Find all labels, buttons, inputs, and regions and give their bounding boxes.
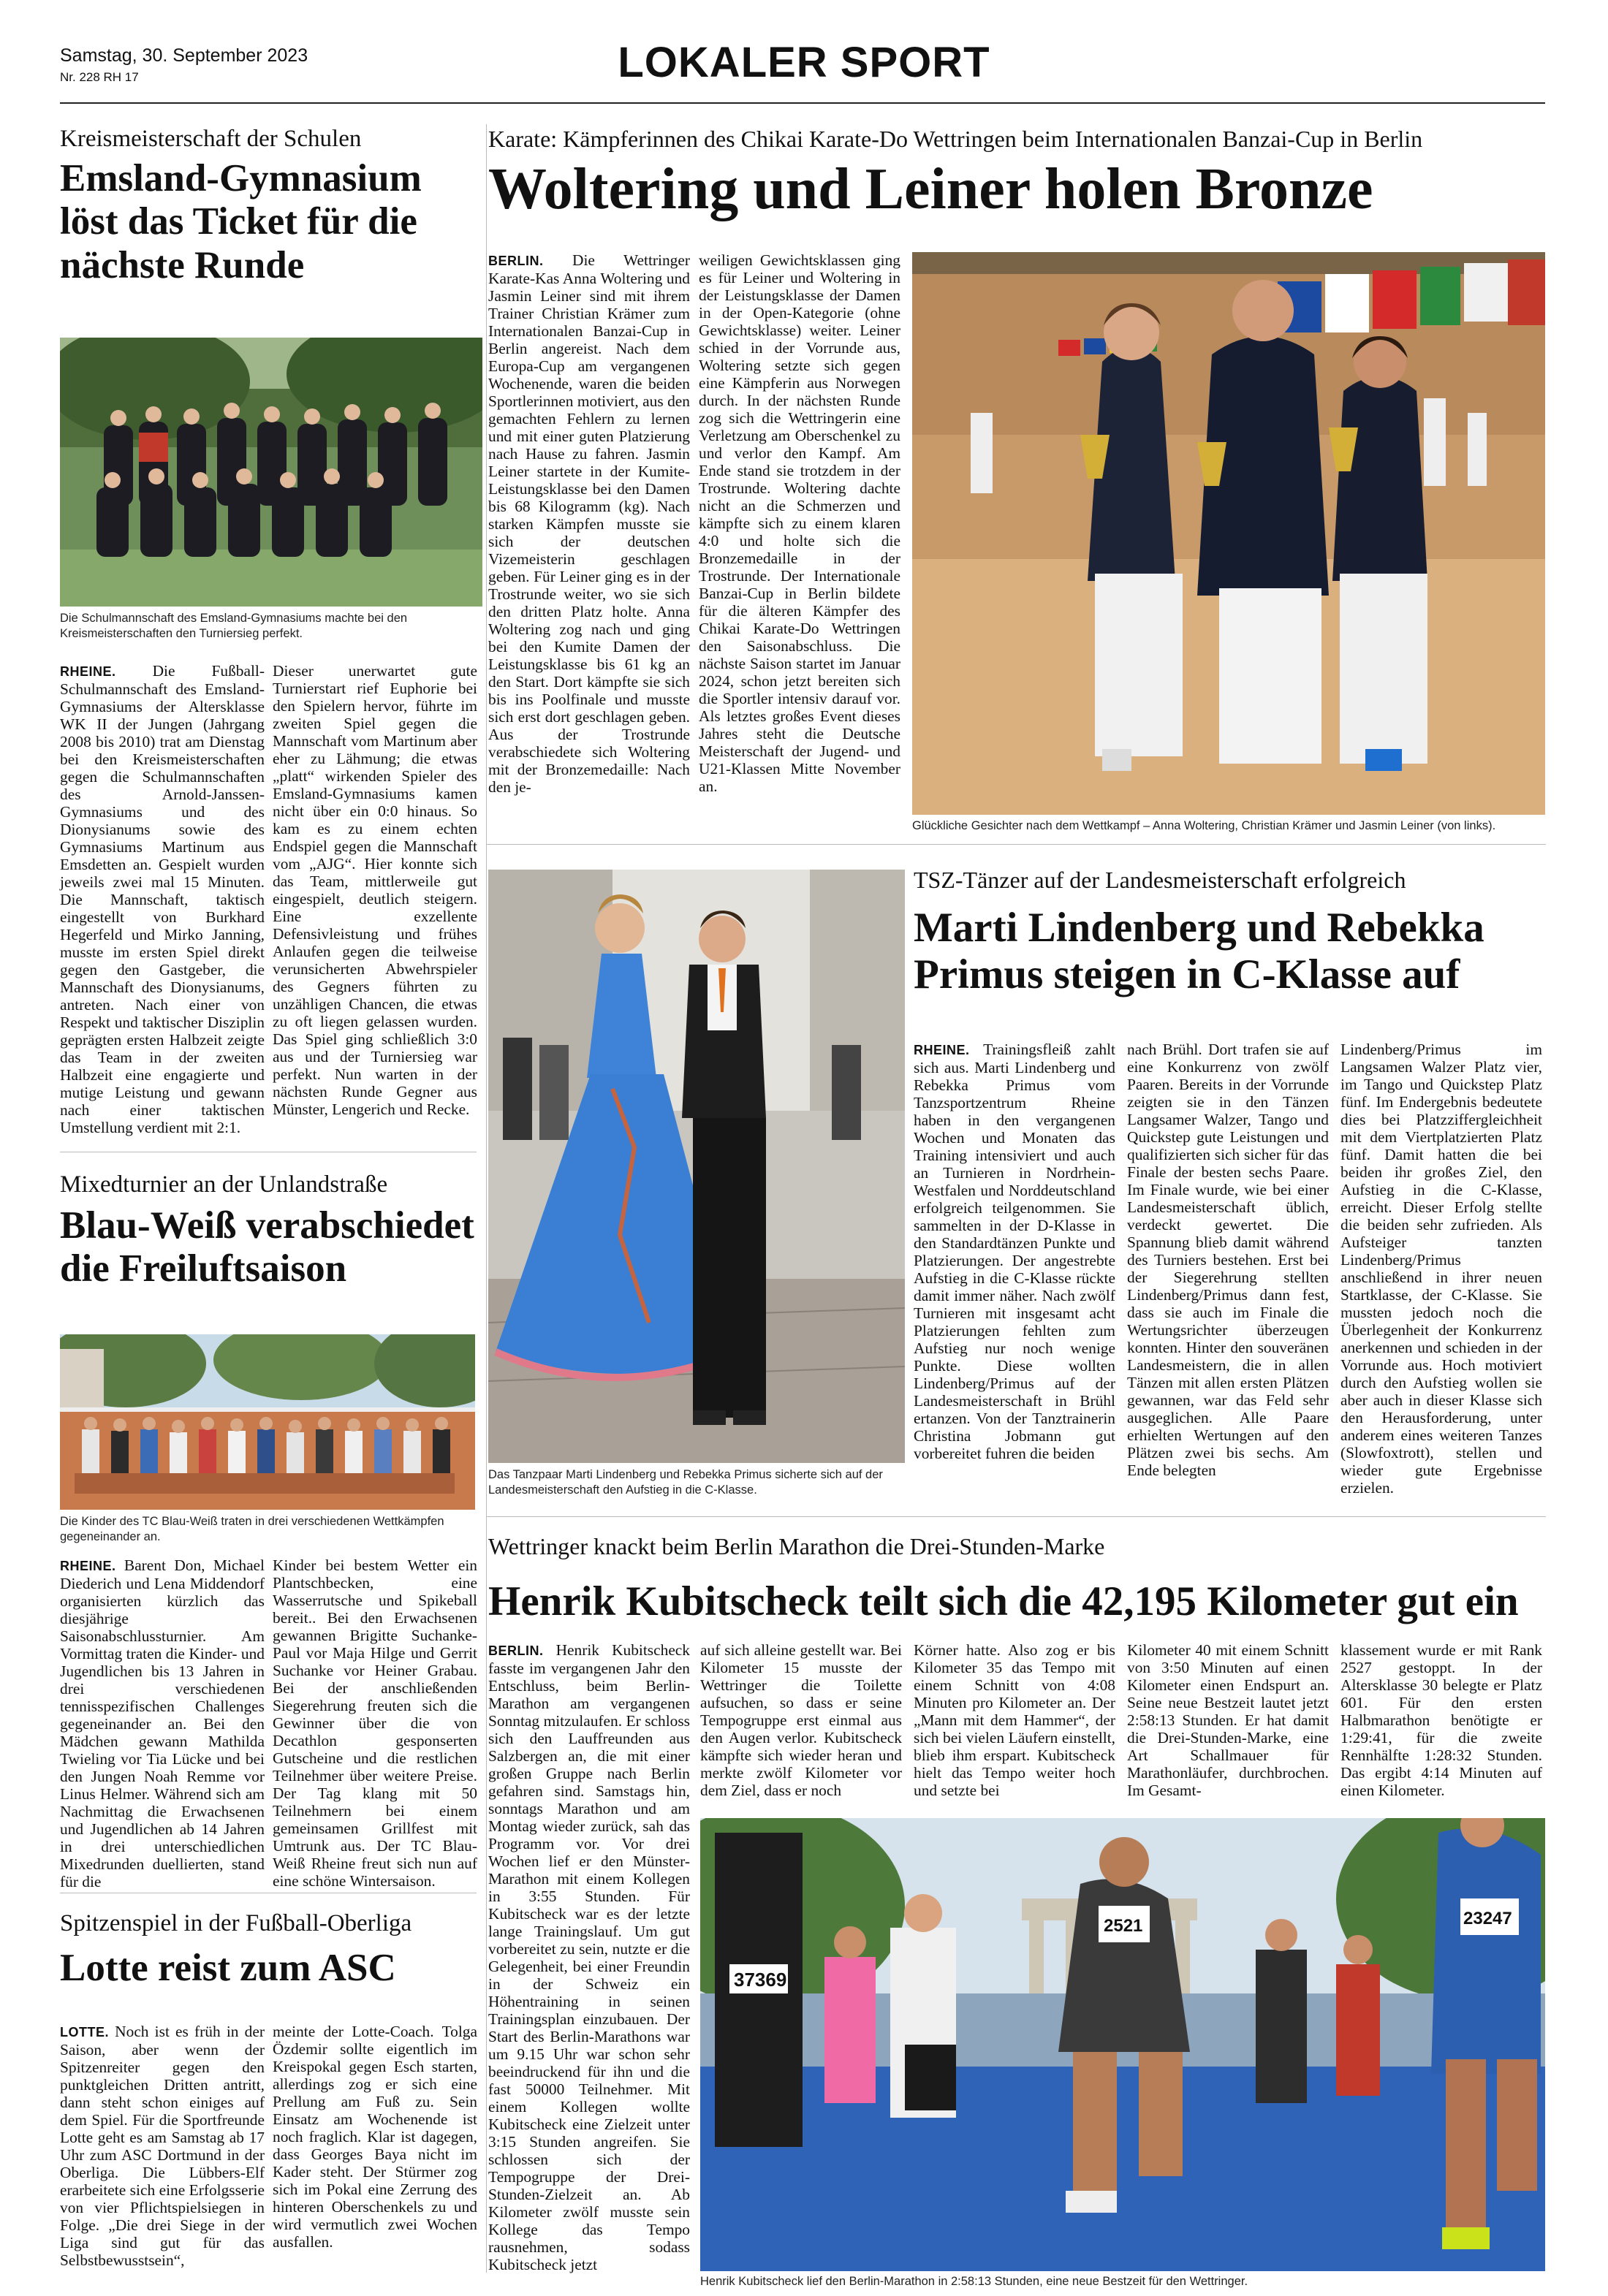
a1-body-col2: Dieser unerwartet gute Turnierstart rief Euphorie bei den Spielern hervor, führte im zweiten Spiel gegen die Mannschaft vom Martinum aber eher zu Lähmung; die etwas „platt“ wirkenden Spieler des Emsland-Gymnasiums kamen nicht über ein 0:0 hinaus. So kam es zu einem echten Endspiel gegen die Mannschaft vom „AJG“. Hier konnte sich das Team, mittlerweile gut eingespielt, deutlich steigern. Eine exzellente Defensivleistung und frühes Anlaufen gegen die teilweise verunsicherten Abwehrspieler des Gegners führten zu unzähligen Chancen, die etwas zu oft liegen gelassen wurden. Das Spiel ging schließlich 3:0 aus und der Turniersieg war perfekt. Nun warten in der nächsten Runde Gegner aus Münster, Lengerich und Recke. bbox=[273, 662, 477, 1118]
a3-headline: Lotte reist zum ASC bbox=[60, 1947, 396, 1989]
a4-col1-text: Die Wettringer Karate-Kas Anna Woltering und Jasmin Leiner sind mit ihrem Trainer Christian Krämer zum Internationalen Banzai-Cup in Berlin angereist. Nach dem Europa-Cup am vergangenen Wochenende, waren die beiden Sportlerinnen motiviert, aus den gemachten Fehlern zu lernen und mit einer guten Platzierung nach Hause zu fahren. Jasmin Leiner startete in der Kumite-Leistungsklasse bei den Damen bis 68 Kilogramm (kg). Nach starken Kämpfen musste sie sich der deutschen Vizemeisterin geschlagen geben. Für Leiner ging es in der Trostrunde weiter, wo sie sich den dritten Platz holte. Anna Woltering zog nach und ging bei den Kumite Damen der Leistungsklasse bis 61 kg an den Start. Dort kämpfte sie sich bis ins Poolfinale und musste sich erst dort geschlagen geben. Aus der Trostrunde verabschiedete sich Woltering mit der Bronzemedaille: Nach den je- bbox=[488, 251, 690, 796]
a6-headline: Henrik Kubitscheck teilt sich die 42,195 Kilometer gut ein bbox=[488, 1578, 1519, 1624]
a2-body-col2: Kinder bei bestem Wetter ein Plantschbecken, eine Wasserrutsche und Spikeball bereit.. Bei den Erwachsenen gewannen Brigitte Suchanke-Paul vor Maja Hilge und Gerrit Suchanke vor Heiner Grabau. Bei der anschließenden Siegerehrung freuten sich die Gewinner über die von Decathlon gesponserten Gutscheine und die restlichen Teilnehmer über weitere Preise. Der Tag klang mit 50 Teilnehmern bei einem gemeinsamen Grillfest mit Umtrunk aus. Der TC Blau-Weiß Rheine freut sich nun auf eine schöne Wintersaison. bbox=[273, 1556, 477, 1890]
a2-col1-text: Barent Don, Michael Diederich und Lena Middendorf organisierten kürzlich das diesjährige Saisonabschlussturnier. Am Vormittag traten die Kinder- und Jugendlichen bis 13 Jahren in drei verschiedenen tennisspezifischen Challenges gegeneinander an. Bei den Mädchen gewann Mathilda Twieling vor Tia Lücke und bei den Jungen Noah Remme vor Linus Helmer. Während sich am Nachmittag die Erwachsenen und Jugendlichen ab 14 Jahren in drei unterschiedlichen Mixedrunden duellierten, stand für die bbox=[60, 1556, 265, 1890]
a1-body-col1 bbox=[60, 662, 265, 1136]
a5-body-col1 bbox=[914, 1041, 1115, 1462]
a4-body-col1 bbox=[488, 251, 690, 796]
a2-caption: Die Kinder des TC Blau-Weiß traten in drei verschiedenen Wettkämpfen gegeneinander an. bbox=[60, 1515, 444, 1543]
a2-headline: Blau-Weiß verabschiedet die Freiluftsaison bbox=[60, 1204, 474, 1290]
column-divider-left bbox=[486, 124, 487, 2273]
a6-body-col3: Körner hatte. Also zog er bis Kilometer 35 das Tempo mit einem Schnitt von 4:08 Minuten pro Kilometer an. Der „Mann mit dem Hammer“, der sich bei vielen Läufern einstellt, blieb ihm erspart. Kubitscheck hielt das Tempo weiter hoch und setzte bei bbox=[914, 1641, 1115, 1799]
a6-body-col2: auf sich alleine gestellt war. Bei Kilometer 15 musste der Wettringer die Toilette aufsuchen, so dass er seine Tempogruppe erst einmal aus den Augen verlor. Kubitscheck kämpfte sich wieder heran und merkte zwölf Kilometer vor dem Ziel, dass er noch bbox=[700, 1641, 902, 1799]
a4-kicker: Karate: Kämpferinnen des Chikai Karate-Do Wettringen beim Internationalen Banzai-Cup in Berlin bbox=[488, 126, 1423, 152]
issue-number: Nr. 228 RH 17 bbox=[60, 70, 139, 84]
a4-caption: Glückliche Gesichter nach dem Wettkampf – Anna Woltering, Christian Krämer und Jasmin Leiner (von links). bbox=[912, 819, 1496, 832]
a1-kicker: Kreismeisterschaft der Schulen bbox=[60, 126, 362, 152]
a3-col1-text: Noch ist es früh in der Saison, aber wenn der Spitzenreiter gegen den punktgleichen Dritten antritt, dann steht schon einiges auf dem Spiel. Für die Sportfreunde Lotte geht es am Samstag ab 17 Uhr zum ASC Dortmund in der Oberliga. Die Lübbers-Elf erarbeitete sich eine Erfolgsserie von vier Pflichtspielsiegen in Folge. „Die drei Siege in der Liga sind gut für das Selbstbewusstsein“, bbox=[60, 2023, 265, 2269]
a4-karate-photo bbox=[912, 252, 1545, 815]
a6-body-col5: klassement wurde er mit Rank 2527 gestoppt. In der Altersklasse 30 belegte er Platz 601. Für den ersten Halbmarathon benötigte er 1:29:41, für die zweite Rennhälfte 1:28:32 Stunden. Das ergibt 4:14 Minuten auf einen Kilometer. bbox=[1340, 1641, 1542, 1799]
a6-body-col4: Kilometer 40 mit einem Schnitt von 3:50 Minuten auf einen Kilometer einen Endspurt an. Seine neue Bestzeit lautet jetzt 2:58:13 Stunden. Er hat damit die Drei-Stunden-Marke, eine Art Schallmauer für Marathonläufer, durchbrochen. Im Gesamt- bbox=[1127, 1641, 1329, 1799]
bib-number-2: 2521 bbox=[1104, 1916, 1143, 1936]
a2-body-col1 bbox=[60, 1556, 265, 1890]
a2-group-photo bbox=[60, 1334, 475, 1510]
section-title: LOKALER SPORT bbox=[618, 39, 990, 86]
a4-body-col2: weiligen Gewichtsklassen ging es für Leiner und Woltering in der Leistungsklasse der Damen in der Open-Kategorie (ohne Gewichtsklasse) weiter. Leiner schied in der Vorrunde aus, Woltering setzte sich gegen eine Kämpferin aus Norwegen durch. In der nächsten Runde zog sich die Wettringerin eine Verletzung am Oberschenkel zu und verlor den Kampf. Am Ende stand sie trotzdem in der Trostrunde. Woltering dachte nicht an die Schmerzen und kämpfte sich zu einem klaren 4:0 und holte sich die Bronzemedaille in der Trostrunde. Der Internationale Banzai-Cup in Berlin bildete für die älteren Kämpfer des Chikai Karate-Do Wettringen den Saisonabschluss. Die nächste Saison startet im Januar 2024, schon jetzt bereiten sich die Sportler intensiv darauf vor. Als letztes großes Event dieses Jahres steht die Deutsche Meisterschaft der Jugend- und U21-Klassen Mitte November an. bbox=[699, 251, 900, 795]
a1-team-photo bbox=[60, 338, 482, 607]
a6-place: BERLIN. bbox=[488, 1643, 544, 1658]
bib-number-3: 23247 bbox=[1463, 1909, 1512, 1928]
a1-col1-text: Die Fußball-Schulmannschaft des Emsland-Gymnasiums der Altersklasse WK II der Jungen (Jahrgang 2008 bis 2010) trat am Dienstag bei den Kreismeisterschaften gegen die Schulmannschaften des Arnold-Janssen-Gymnasiums und des Dionysianums sowie des Gymnasiums Martinum aus Emsdetten an. Gespielt wurden jeweils zwei mal 15 Minuten. Die Mannschaft, taktisch eingestellt von Burkhard Hegerfeld und Mirko Janning, musste im ersten Spiel direkt gegen den Gastgeber, die Mannschaft des Dionysianums, antreten. Nach einer von Respekt und taktischer Disziplin geprägten ersten Halbzeit zeigte das Team in der zweiten Halbzeit eine engagierte und mutige Leistung und gewann nach einer taktischen Umstellung verdient mit 2:1. bbox=[60, 662, 265, 1136]
a5-body-col3: Lindenberg/Primus im Langsamen Walzer Platz vier, im Tango und Quickstep Platz fünf. Im Endergebnis bedeutete dies bei Platzziffergleichheit mit dem Viertplatzierten Platz fünf. Damit hatten die bei beiden ihr großes Ziel, den Aufstieg in die C-Klasse, erreicht. Dieser Erfolg stellte die beiden sehr zufrieden. Als Aufsteiger tanzten Lindenberg/Primus anschließend in ihrer neuen Startklasse, der C-Klasse. Sie mussten jedoch noch die Überlegenheit der Konkurrenz anerkennen und schieden in der Vorrunde aus. Hoch motiviert durch den Aufstieg wollen sie aber auch in dieser Klasse sich den Herausforderung, unter anderem eines weiteren Tanzes (Slowfoxtrott), stellen und wieder gute Ergebnisse erzielen. bbox=[1340, 1041, 1542, 1497]
a1-headline: Emsland-Gymnasium löst das Ticket für die nächste Runde bbox=[60, 157, 422, 286]
a6-kicker: Wettringer knackt beim Berlin Marathon die Drei-Stunden-Marke bbox=[488, 1533, 1105, 1559]
divider-a4-a5 bbox=[486, 844, 1546, 845]
divider-a5-a6 bbox=[486, 1516, 1546, 1517]
a5-headline: Marti Lindenberg und Rebekka Primus steigen in C-Klasse auf bbox=[914, 905, 1484, 997]
issue-date: Samstag, 30. September 2023 bbox=[60, 45, 308, 66]
a5-col1-text: Trainingsfleiß zahlt sich aus. Marti Lindenberg und Rebekka Primus vom Tanzsportzentrum Rheine haben in den vergangenen Wochen und Monaten das Training intensiviert und auch an Turnieren in Nordrhein-Westfalen und Norddeutschland erfolgreich teilgenommen. Sie sammelten in der D-Klasse in den Standardtänzen Punkte und Platzierungen. Der angestrebte Aufstieg in die C-Klasse rückte damit immer näher. Nach zwölf Turnieren mit insgesamt acht Platzierungen fehlten zum Aufstieg nur noch wenige Punkte. Diese wollten Lindenberg/Primus auf der Landesmeisterschaft in Brühl ertanzen. Von der Tanztrainerin Christina Jobmann gut vorbereitet fuhren die beiden bbox=[914, 1041, 1115, 1462]
a5-dance-photo bbox=[488, 870, 905, 1463]
a5-caption: Das Tanzpaar Marti Lindenberg und Rebekka Primus sicherte sich auf der Landesmeisterschaft den Aufstieg in die C-Klasse. bbox=[488, 1468, 883, 1497]
a4-headline: Woltering und Leiner holen Bronze bbox=[488, 157, 1373, 221]
a6-body-col1 bbox=[488, 1641, 690, 2273]
a4-place: BERLIN. bbox=[488, 254, 544, 268]
a3-body-col1 bbox=[60, 2023, 265, 2269]
a5-kicker: TSZ-Tänzer auf der Landesmeisterschaft erfolgreich bbox=[914, 867, 1406, 893]
a5-body-col2: nach Brühl. Dort trafen sie auf eine Konkurrenz von zwölf Paaren. Bereits in der Vorrunde zeigten sie in den Tänzen Langsamer Walzer, Tango und Quickstep gute Leistungen und qualifizierten sich sicher für das Finale der besten sechs Paare. Im Finale wurde, wie bei einer Landesmeisterschaft üblich, verdeckt gewertet. Die Spannung blieb damit während des Turniers bestehen. Erst bei der Siegerehrung stellten Lindenberg/Primus dann fest, dass sie auch im Finale die Wertungsrichter überzeugen konnten. Hinter den souveränen Landesmeistern, die in allen Tänzen mit allen ersten Plätzen gewannen, war das Feld sehr ausgeglichen. Alle Paare erhielten Wertungen auf den Plätzen zwei bis sechs. Am Ende belegten bbox=[1127, 1041, 1329, 1479]
a2-kicker: Mixedturnier an der Unlandstraße bbox=[60, 1171, 388, 1198]
bib-number-1: 37369 bbox=[734, 1969, 787, 1991]
a1-caption: Die Schulmannschaft des Emsland-Gymnasiums machte bei den Kreismeisterschaften den Turniersieg perfekt. bbox=[60, 612, 408, 640]
a3-place: LOTTE. bbox=[60, 2025, 109, 2040]
a5-place: RHEINE. bbox=[914, 1043, 970, 1057]
a6-col1-text: Henrik Kubitscheck fasste im vergangenen Jahr den Entschluss, beim Berlin-Marathon am vergangenen Sonntag mitzulaufen. Er schloss sich den Lauffreunden aus Salzbergen an, die mit einer großen Gruppe nach Berlin gefahren sind. Samstags hin, sonntags Marathon und am Montag wieder zurück, sah das Programm vor. Vor drei Wochen lief er den Münster-Marathon mit einem Kollegen in 3:55 Stunden. Für Kubitscheck war es der letzte lange Trainingslauf. Um gut vorbereitet zu sein, nutzte er die Gelegenheit, bei einer Freundin in der Schweiz ein Höhentraining in seinen Trainingsplan einzubauen. Der Start des Berlin-Marathons war um 9.15 Uhr war schon sehr beeindruckend für ihn und die fast 50000 Teilnehmer. Mit einem Kollegen wollte Kubitscheck eine Zielzeit unter 3:15 Stunden angreifen. Sie schlossen sich der Tempogruppe der Drei-Stunden-Zielzeit an. Ab Kilometer zwölf musste sein Kollege das Tempo rausnehmen, sodass Kubitscheck jetzt bbox=[488, 1641, 690, 2273]
header-rule bbox=[60, 102, 1545, 104]
a6-caption: Henrik Kubitscheck lief den Berlin-Marathon in 2:58:13 Stunden, eine neue Bestzeit für den Wettringer. bbox=[700, 2275, 1248, 2288]
a6-marathon-photo bbox=[700, 1818, 1545, 2271]
a1-place: RHEINE. bbox=[60, 664, 116, 679]
a2-place: RHEINE. bbox=[60, 1559, 116, 1573]
a3-body-col2: meinte der Lotte-Coach. Tolga Özdemir sollte eigentlich im Kreispokal gegen Esch starten, allerdings zog er sich eine Prellung am Fuß zu. Sein Einsatz am Wochenende ist noch fraglich. Klar ist dagegen, dass Georges Baya nicht im Kader steht. Der Stürmer zog sich im Pokal eine Zerrung des hinteren Oberschenkels zu und wird vermutlich zwei Wochen ausfallen. bbox=[273, 2023, 477, 2251]
a3-kicker: Spitzenspiel in der Fußball-Oberliga bbox=[60, 1910, 412, 1936]
